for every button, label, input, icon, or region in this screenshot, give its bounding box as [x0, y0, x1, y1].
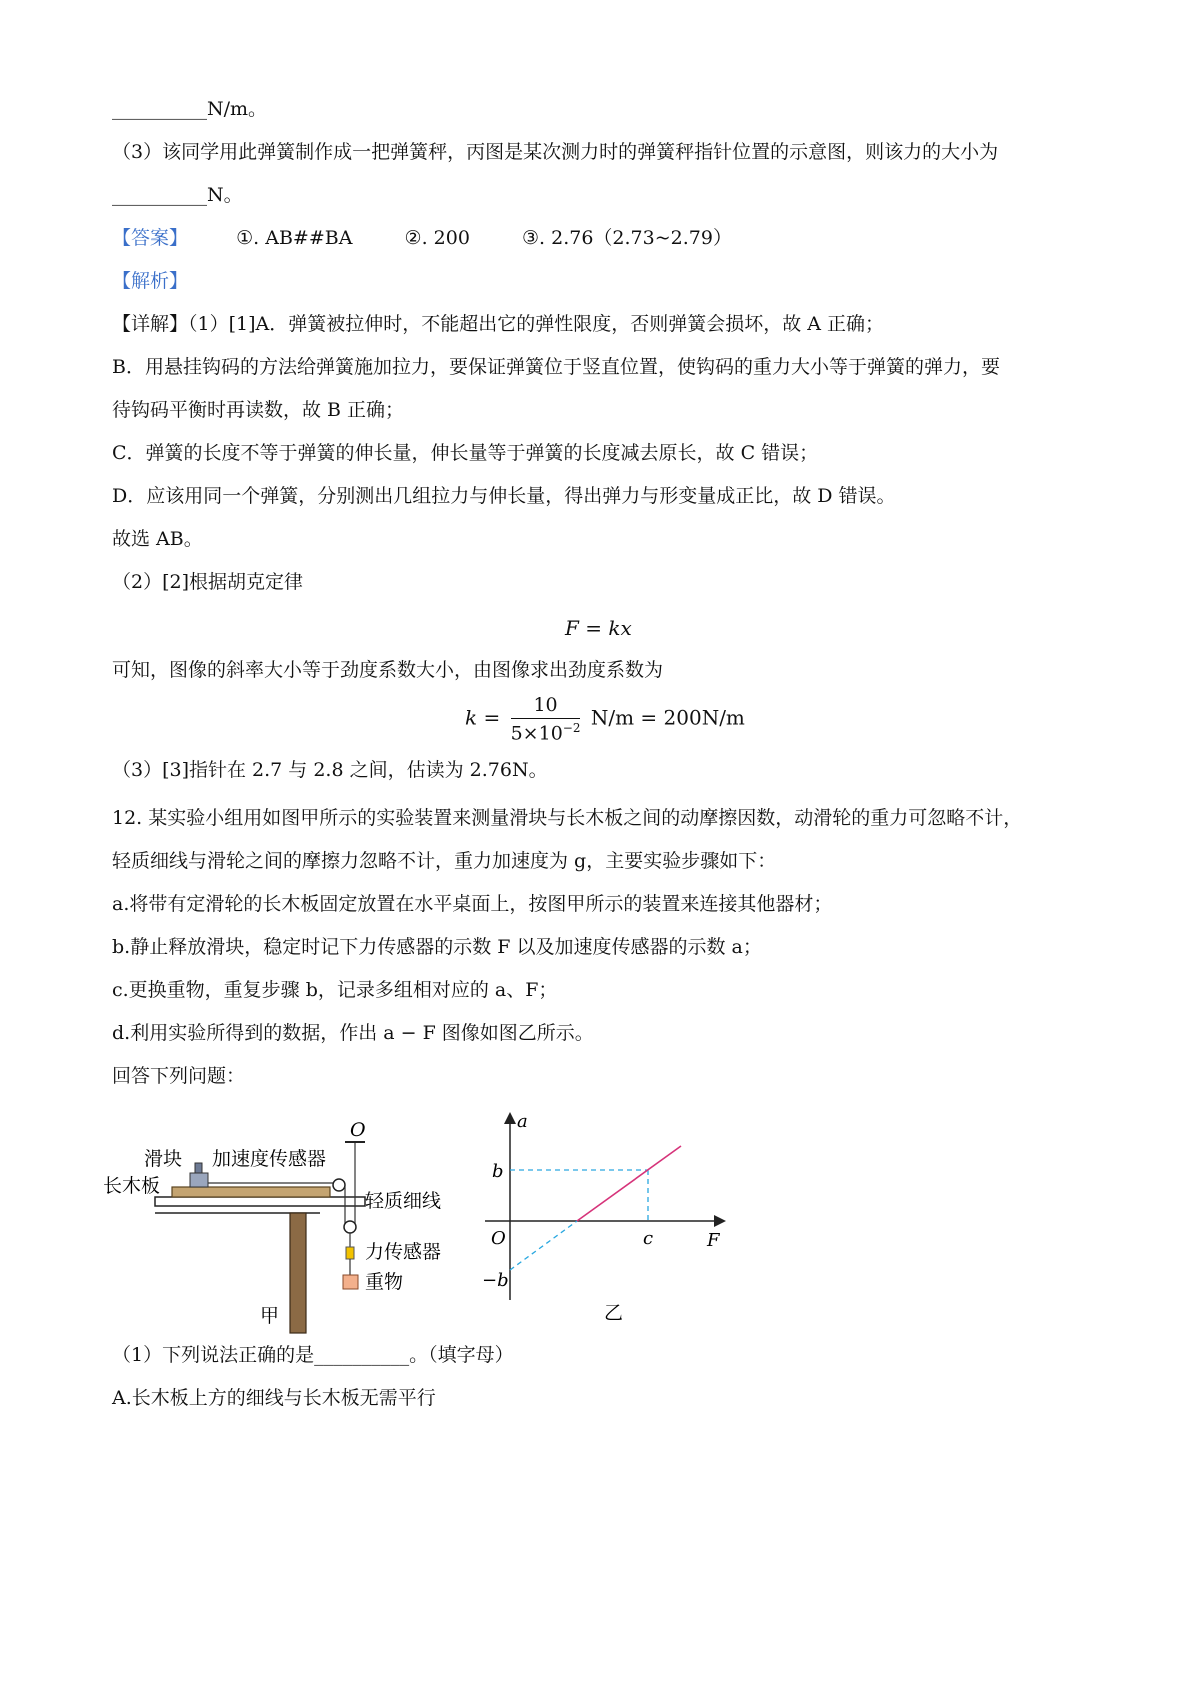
caption-jia: 甲 — [260, 1305, 280, 1327]
text-line: __________N/m。 — [112, 98, 268, 120]
text-line: （3）[3]指针在 2.7 与 2.8 之间，估读为 2.76N。 — [112, 759, 548, 781]
text-line: 可知，图像的斜率大小等于劲度系数大小，由图像求出劲度系数为 — [112, 659, 664, 681]
eq-lhs: k = — [465, 705, 501, 730]
label-string: 轻质细线 — [365, 1190, 442, 1212]
label-accel-sensor: 加速度传感器 — [212, 1148, 327, 1170]
text-line: a.将带有定滑轮的长木板固定放置在水平桌面上，按图甲所示的装置来连接其他器材； — [112, 893, 833, 915]
eq-rhs: N/m = 200N/m — [590, 705, 745, 730]
table-top — [155, 1197, 365, 1206]
figure-jia-apparatus — [100, 1115, 520, 1350]
answer-line — [112, 225, 732, 251]
text-line: （1）下列说法正确的是__________。（填字母） — [112, 1344, 514, 1366]
accel-sensor — [195, 1163, 202, 1173]
fixed-pulley — [333, 1179, 345, 1191]
slider-block — [190, 1173, 208, 1187]
label-weight: 重物 — [365, 1271, 404, 1293]
label-board: 长木板 — [103, 1175, 161, 1197]
label-force-sensor: 力传感器 — [365, 1241, 442, 1263]
tick-label-c: c — [643, 1228, 654, 1249]
tick-label-b: b — [492, 1161, 504, 1182]
text-line: d.利用实验所得到的数据，作出 a − F 图像如图乙所示。 — [112, 1022, 594, 1044]
answer-3: ③. 2.76（2.73~2.79） — [522, 227, 732, 249]
text-line: 【详解】（1）[1]A．弹簧被拉伸时，不能超出它的弹性限度，否则弹簧会损坏，故 A 正确； — [112, 313, 885, 335]
text-line: b.静止释放滑块，稳定时记下力传感器的示数 F 以及加速度传感器的示数 a； — [112, 936, 762, 958]
answer-2: ②. 200 — [404, 227, 470, 249]
caption-yi: 乙 — [604, 1302, 624, 1324]
origin-label: O — [491, 1228, 506, 1249]
text-line: __________N。 — [112, 184, 243, 206]
label-O: O — [350, 1119, 366, 1141]
text-line: （2）[2]根据胡克定律 — [112, 571, 304, 593]
table-leg — [290, 1213, 306, 1333]
eq-den-exp: −2 — [562, 721, 581, 735]
text-line: C．弹簧的长度不等于弹簧的伸长量，伸长量等于弹簧的长度减去原长，故 C 错误； — [112, 442, 819, 464]
dash-extension — [510, 1221, 577, 1270]
eq-numerator: 10 — [511, 694, 581, 719]
movable-pulley — [344, 1221, 356, 1233]
tick-label-neg-b: −b — [482, 1270, 509, 1291]
text-line: 12. 某实验小组用如图甲所示的实验装置来测量滑块与长木板之间的动摩擦因数，动滑轮的重力可忽略不计， — [112, 807, 1023, 829]
analysis-label: 【解析】 — [112, 270, 189, 292]
text-line: 回答下列问题： — [112, 1065, 246, 1087]
text-line: 故选 AB。 — [112, 528, 203, 550]
eq-den-base: 5×10 — [510, 722, 563, 745]
answer-label: 【答案】 — [112, 227, 189, 249]
axis-label-F: F — [707, 1230, 720, 1251]
figure-yi-graph — [470, 1105, 770, 1345]
text-line: D．应该用同一个弹簧，分别测出几组拉力与伸长量，得出弹力与形变量成正比，故 D 错误。 — [112, 485, 896, 507]
eq-fraction — [511, 694, 581, 744]
text-line: （3）该同学用此弹簧制作成一把弹簧秤，丙图是某次测力时的弹簧秤指针位置的示意图，则该力的大小为 — [112, 141, 999, 163]
equation-k — [465, 694, 745, 744]
weight-block — [343, 1275, 358, 1289]
text-line: 待钩码平衡时再读数，故 B 正确； — [112, 399, 405, 421]
label-slider: 滑块 — [144, 1148, 183, 1170]
force-sensor — [346, 1247, 354, 1259]
axis-label-a: a — [517, 1111, 528, 1132]
text-line: B．用悬挂钩码的方法给弹簧施加拉力，要保证弹簧位于竖直位置，使钩码的重力大小等于弹簧的弹力，要 — [112, 356, 1000, 378]
text-line: c.更换重物，重复步骤 b，记录多组相对应的 a、F； — [112, 979, 558, 1001]
a-F-line — [577, 1146, 681, 1221]
text-line: 轻质细线与滑轮之间的摩擦力忽略不计，重力加速度为 g，主要实验步骤如下： — [112, 850, 777, 872]
text-line: A.长木板上方的细线与长木板无需平行 — [112, 1387, 436, 1409]
long-board — [172, 1187, 330, 1197]
answer-1: ①. AB##BA — [236, 227, 353, 249]
eq-denominator — [511, 719, 581, 744]
equation-hooke: F = kx — [565, 616, 632, 640]
